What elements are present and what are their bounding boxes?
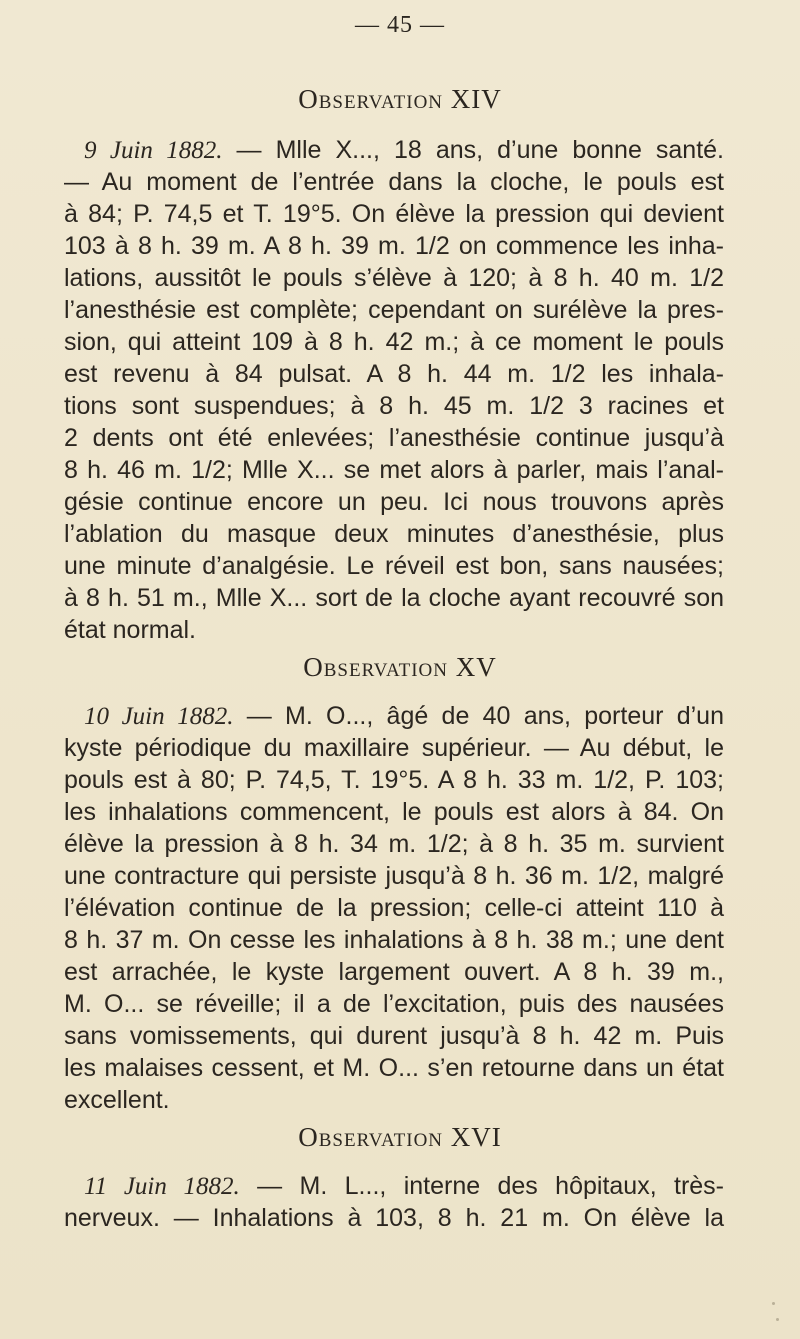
text-line: tions sont suspendues; à 8 h. 45 m. 1/2 3 racines et [64, 392, 724, 420]
text-line: est arrachée, le kyste largement ouvert. A 8 h. 39 m., [64, 958, 724, 986]
text-line: l’anesthésie est complète; cependant on surélève la pres- [64, 296, 724, 324]
line-text: — M. L..., interne des hôpitaux, très- [239, 1172, 725, 1200]
text-line: l’ablation du masque deux minutes d’anesthésie, plus [64, 520, 724, 548]
entry-date: 11 Juin 1882. [84, 1173, 240, 1200]
text-line: gésie continue encore un peu. Ici nous trouvons après [64, 488, 724, 516]
text-line [84, 1170, 724, 1203]
text-line: une contracture qui persiste jusqu’à 8 h. 36 m. 1/2, malgré [64, 862, 724, 890]
observation-heading: Observation XIV [298, 84, 502, 114]
text-line: sion, qui atteint 109 à 8 h. 42 m.; à ce moment le pouls [64, 328, 724, 356]
page-number: — 45 — [355, 12, 445, 38]
text-line: 8 h. 37 m. On cesse les inhalations à 8 h. 38 m.; une dent [64, 926, 724, 954]
text-line: excellent. [64, 1086, 170, 1114]
line-text: — M. O..., âgé de 40 ans, porteur d’un [233, 702, 724, 730]
text-line: élève la pression à 8 h. 34 m. 1/2; à 8 h. 35 m. survient [64, 830, 724, 858]
paper-speck [776, 1318, 779, 1321]
observation-heading: Observation XVI [298, 1122, 502, 1152]
text-line: 2 dents ont été enlevées; l’anesthésie continue jusqu’à [64, 424, 724, 452]
text-line: à 8 h. 51 m., Mlle X... sort de la cloche ayant recouvré son [64, 584, 724, 612]
text-line: les malaises cessent, et M. O... s’en retourne dans un état [64, 1054, 724, 1082]
text-line [84, 134, 724, 167]
paper-speck [772, 1302, 775, 1305]
entry-date: 9 Juin 1882. [84, 137, 223, 164]
text-line: une minute d’analgésie. Le réveil est bon, sans nausées; [64, 552, 724, 580]
text-line: état normal. [64, 616, 197, 644]
observation-heading: Observation XV [303, 652, 497, 682]
entry-date: 10 Juin 1882. [84, 703, 234, 730]
text-line: kyste périodique du maxillaire supérieur. — Au début, le [64, 734, 724, 762]
text-line: M. O... se réveille; il a de l’excitation, puis des nausées [64, 990, 724, 1018]
text-line: sans vomissements, qui durent jusqu’à 8 h. 42 m. Puis [64, 1022, 724, 1050]
text-line: à 84; P. 74,5 et T. 19°5. On élève la pression qui devient [64, 200, 724, 228]
text-line: lations, aussitôt le pouls s’élève à 120; à 8 h. 40 m. 1/2 [64, 264, 724, 292]
text-line: l’élévation continue de la pression; celle-ci atteint 110 à [64, 894, 724, 922]
text-line: nerveux. — Inhalations à 103, 8 h. 21 m. On élève la [64, 1204, 724, 1232]
text-line: est revenu à 84 pulsat. A 8 h. 44 m. 1/2 les inhala- [64, 360, 724, 388]
text-line: 103 à 8 h. 39 m. A 8 h. 39 m. 1/2 on commence les inha- [64, 232, 724, 260]
text-line: 8 h. 46 m. 1/2; Mlle X... se met alors à parler, mais l’anal- [64, 456, 724, 484]
text-line: pouls est à 80; P. 74,5, T. 19°5. A 8 h. 33 m. 1/2, P. 103; [64, 766, 724, 794]
line-text: — Mlle X..., 18 ans, d’une bonne santé. [222, 136, 725, 164]
text-line [84, 700, 724, 733]
text-line: — Au moment de l’entrée dans la cloche, le pouls est [64, 168, 724, 196]
text-line: les inhalations commencent, le pouls est alors à 84. On [64, 798, 724, 826]
